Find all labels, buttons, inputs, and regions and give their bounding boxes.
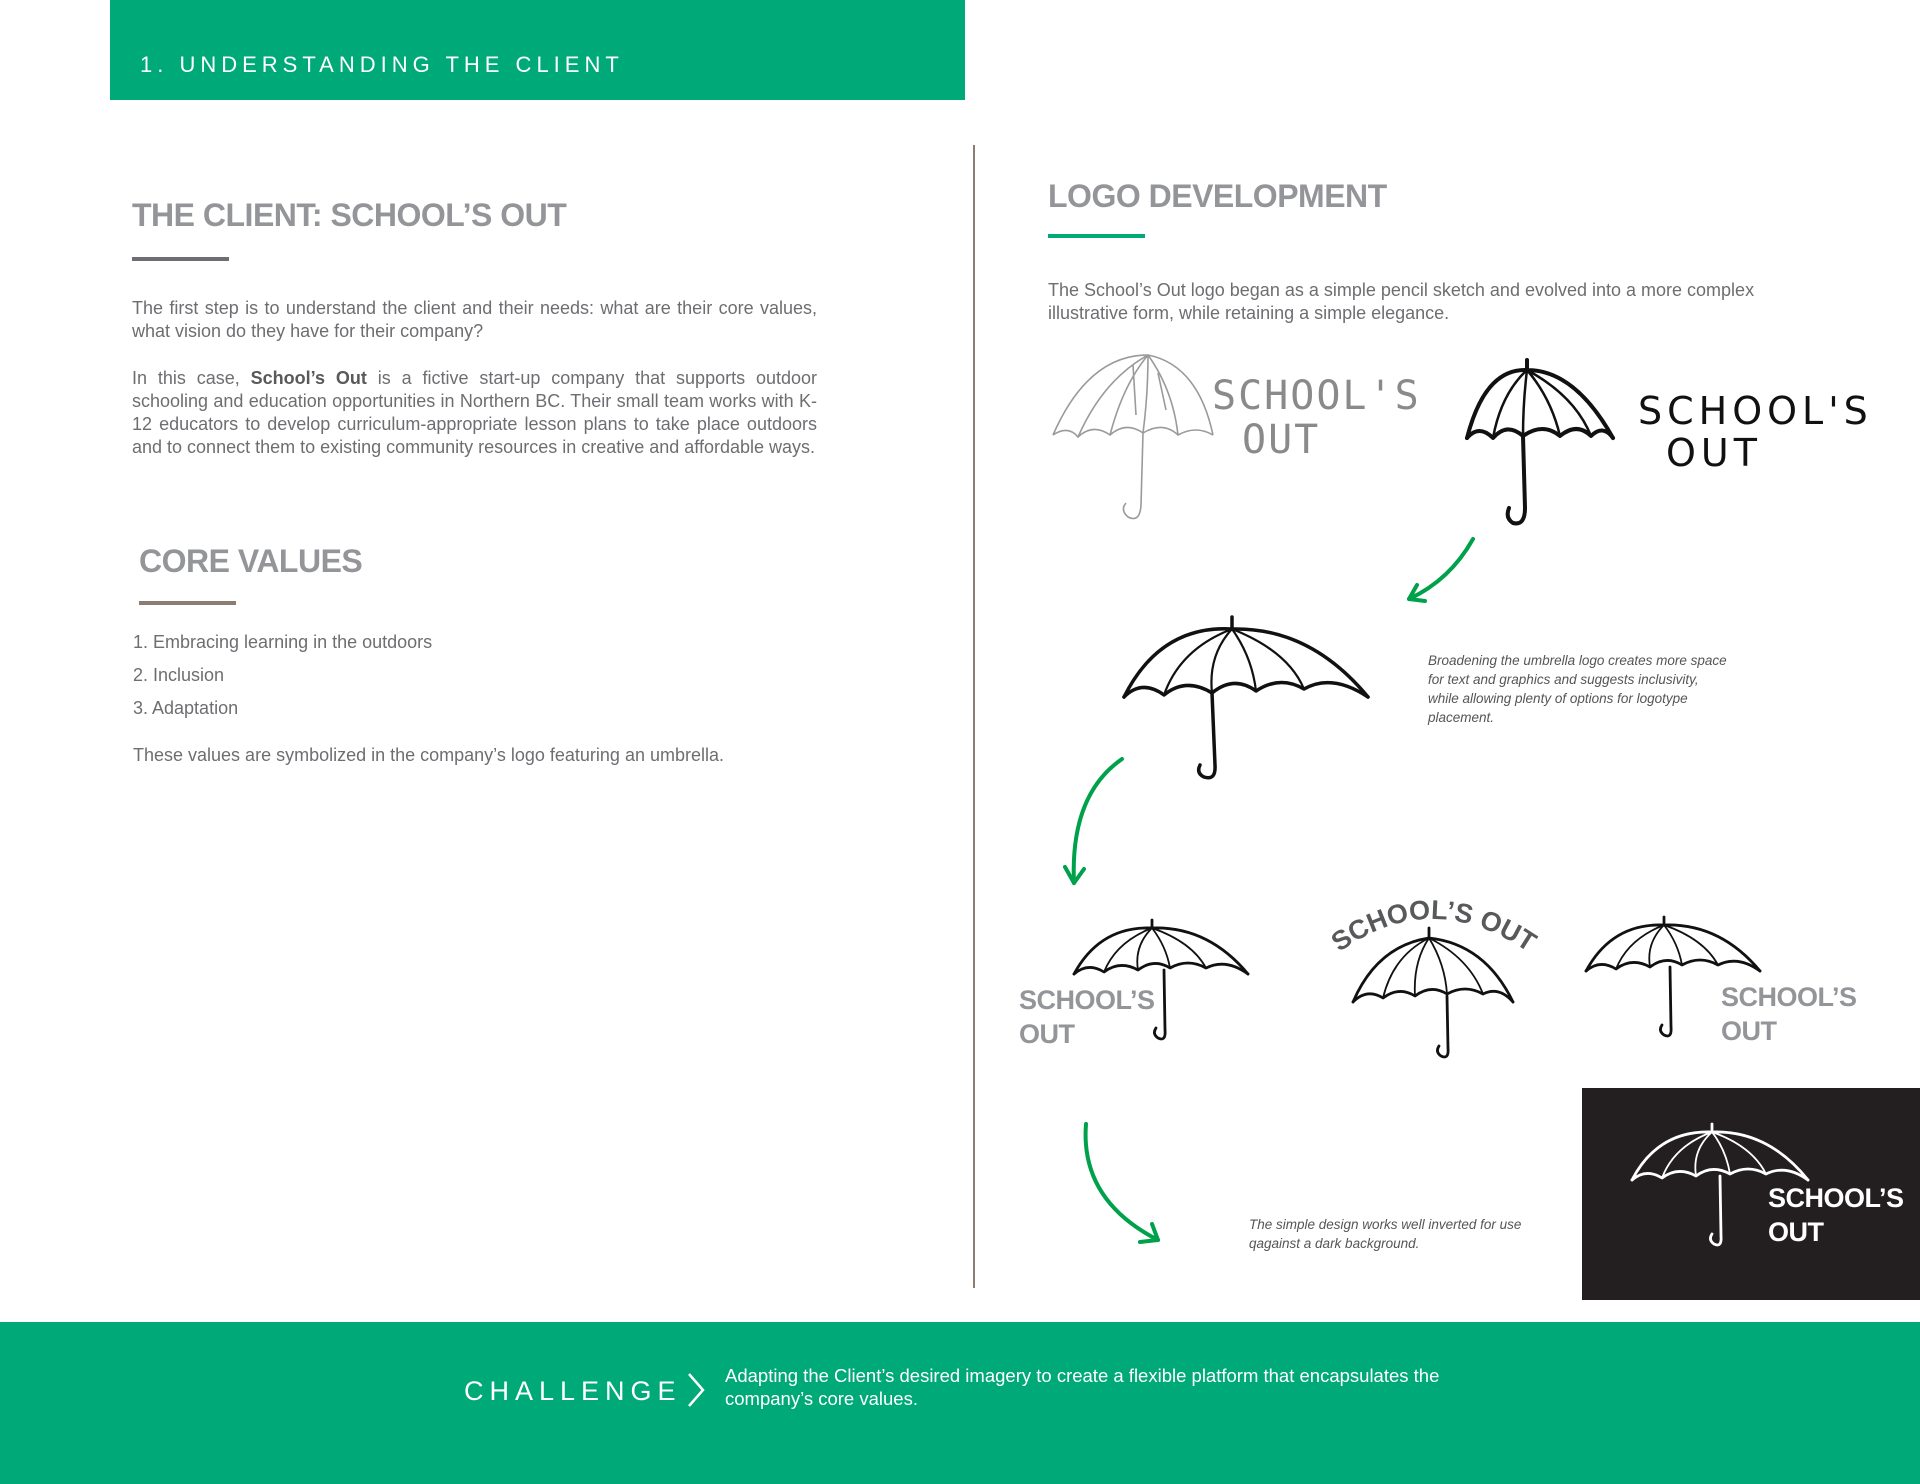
variant-2-arc-textpath: SCHOOL’S OUT [1325, 894, 1542, 958]
sketch-word-1: SCHOOL'S [1212, 373, 1421, 419]
list-item: 1. Embracing learning in the outdoors [133, 632, 433, 652]
section-title: 1. UNDERSTANDING THE CLIENT [140, 52, 624, 77]
inverted-wordmark [1768, 1181, 1904, 1249]
broad-umbrella-icon [1120, 615, 1370, 785]
intro-paragraph: The first step is to understand the client and their needs: what are their core values, what vision do they have for their company? [132, 298, 817, 341]
values-note: These values are symbolized in the company’s logo featuring an umbrella. [133, 745, 724, 765]
logo-dev-heading: LOGO DEVELOPMENT [1048, 178, 1387, 214]
para-prefix: In this case, [132, 368, 251, 388]
inked-word-2: OUT [1666, 431, 1762, 475]
client-heading-rule [132, 257, 229, 261]
logo-dev-rule [1048, 234, 1145, 238]
variant-3-wordmark [1721, 980, 1857, 1048]
core-values-heading: CORE VALUES [139, 543, 363, 579]
variant-2-arc-logo [1320, 890, 1540, 1050]
variant-3-line2: OUT [1721, 1016, 1777, 1046]
inked-wordmark [1638, 390, 1873, 474]
arrow-2-icon [1060, 755, 1130, 890]
variant-3-line1: SCHOOL’S [1721, 982, 1857, 1012]
arrow-3-icon [1080, 1120, 1170, 1245]
variant-1-line1: SCHOOL’S [1019, 985, 1155, 1015]
variant-1-wordmark [1019, 983, 1155, 1051]
para-rest: is a fictive start-up company that supports outdoor schooling and education opportunities in Northern BC. Their small team works with K-12 educators to develop curriculum-appropriate lesson plans to take place outdoors and to connect them to existing community resources in creative and affordable ways. [132, 368, 818, 457]
inked-word-1: SCHOOL'S [1638, 389, 1873, 433]
inked-umbrella-icon [1465, 358, 1615, 528]
list-item: 3. Adaptation [133, 698, 239, 718]
caption-inverted: The simple design works well inverted for use qagainst a dark background. [1249, 1217, 1522, 1251]
challenge-label: CHALLENGE [464, 1376, 682, 1406]
challenge-text: Adapting the Client’s desired imagery to create a flexible platform that encapsulates the company’s core values. [725, 1365, 1440, 1409]
core-values-rule [139, 601, 236, 605]
arrow-1-icon [1395, 535, 1475, 605]
logo-intro: The School’s Out logo began as a simple pencil sketch and evolved into a more complex illustrative form, while retaining a simple elegance. [1048, 280, 1755, 323]
sketch-umbrella-icon [1048, 355, 1208, 525]
header-bar [110, 0, 965, 100]
inverted-line2: OUT [1768, 1217, 1824, 1247]
company-name: School’s Out [250, 368, 367, 388]
company-paragraph [132, 367, 817, 459]
variant-1-line2: OUT [1019, 1019, 1075, 1049]
caption-broaden: Broadening the umbrella logo creates more space for text and graphics and suggests inclusivity, while allowing plenty of options for logotype placement. [1428, 653, 1727, 725]
inverted-line1: SCHOOL’S [1768, 1183, 1904, 1213]
column-divider [973, 145, 975, 1288]
chevron-right-icon [686, 1372, 706, 1408]
sketch-word-2: OUT [1242, 417, 1321, 463]
sketch-wordmark [1212, 374, 1421, 462]
client-heading: THE CLIENT: SCHOOL’S OUT [132, 197, 567, 233]
list-item: 2. Inclusion [133, 665, 225, 685]
